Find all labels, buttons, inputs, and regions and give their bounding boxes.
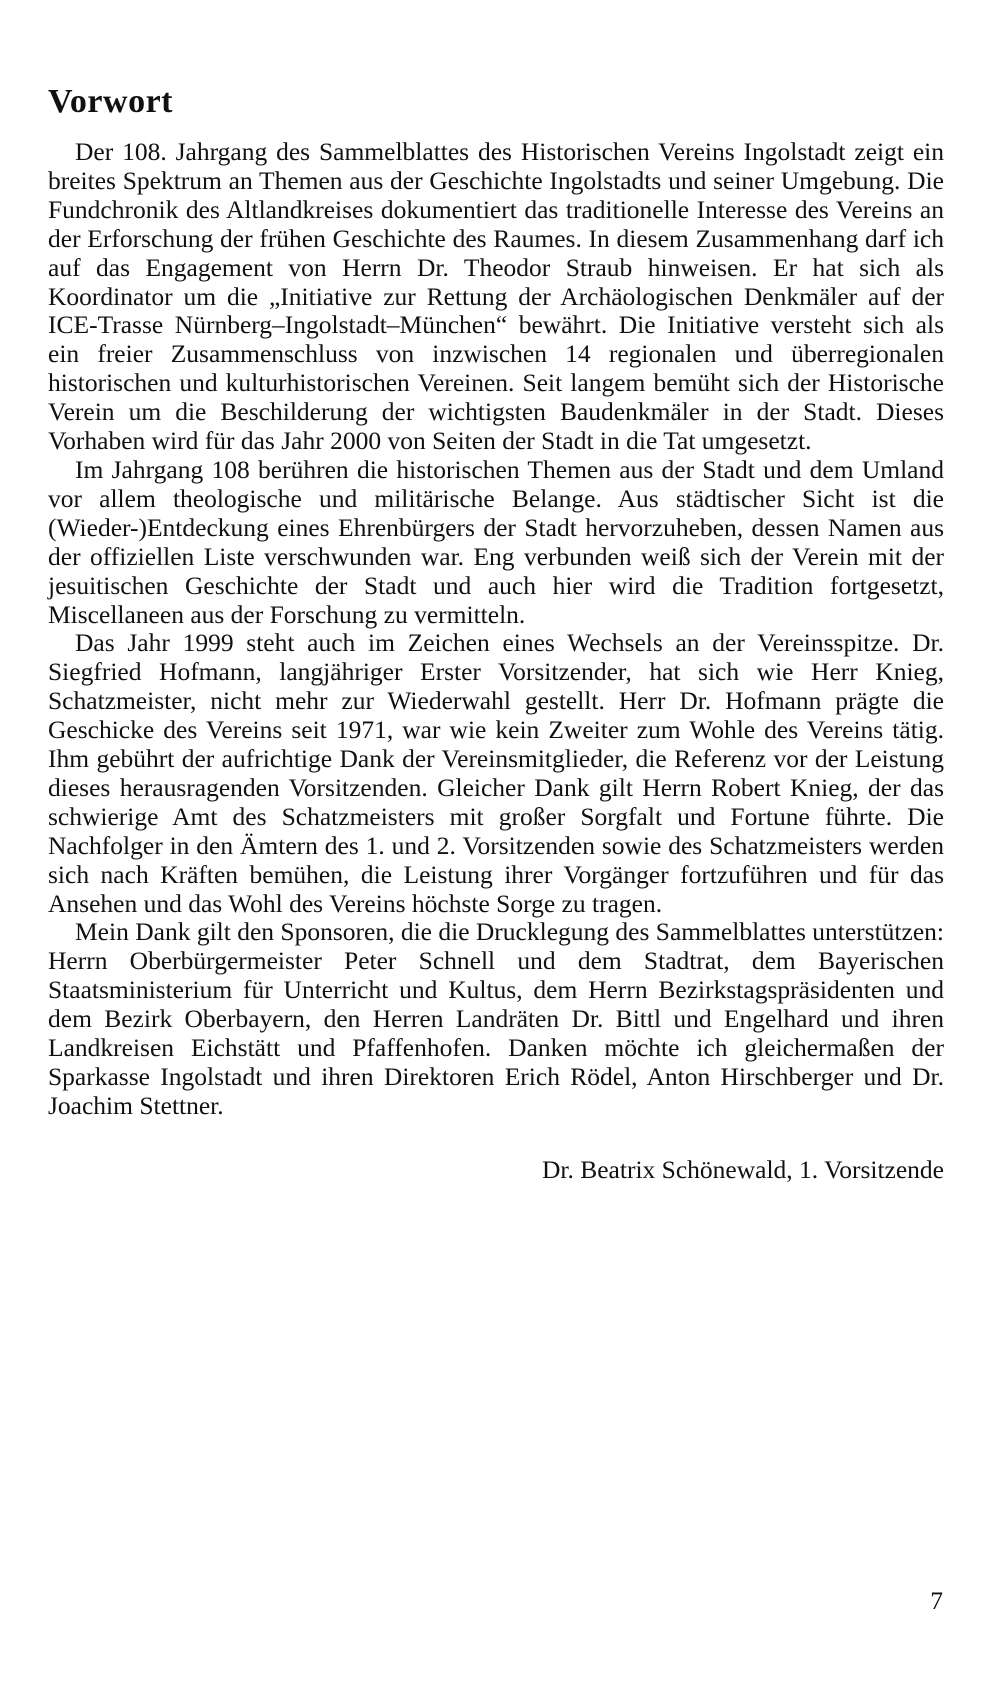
page-content xyxy=(48,82,944,1184)
paragraph-2: Im Jahrgang 108 berühren die historischen Themen aus der Stadt und dem Umland vor allem theologische und militärische Belange. Aus städtischer Sicht ist die (Wieder-)Entdeckung eines Ehrenbürgers der Stadt hervorzuheben, dessen Namen aus der offiziellen Liste verschwunden war. Eng verbunden weiß sich der Verein mit der jesuitischen Geschichte der Stadt und auch hier wird die Tradition fortgesetzt, Miscellaneen aus der Forschung zu vermitteln. xyxy=(48,454,944,629)
paragraph-4: Mein Dank gilt den Sponsoren, die die Drucklegung des Sammelblattes unterstützen: Herrn Oberbürgermeister Peter Schnell und dem Stadtrat, dem Bayerischen Staatsministerium für Unterricht und Kultus, dem Herrn Bezirkstagspräsidenten und dem Bezirk Oberbayern, den Herren Landräten Dr. Bittl und Engelhard und ihren Landkreisen Eichstätt und Pfaffenhofen. Danken möchte ich gleichermaßen der Sparkasse Ingolstadt und ihren Direktoren Erich Rödel, Anton Hirschberger und Dr. Joachim Stettner. xyxy=(48,917,944,1120)
page-title: Vorwort xyxy=(48,83,173,120)
paragraph-1: Der 108. Jahrgang des Sammelblattes des Historischen Vereins Ingolstadt zeigt ein breites Spektrum an Themen aus der Geschichte Ingolstadts und seiner Umgebung. Die Fundchronik des Altlandkreises dokumentiert das traditionelle Interesse des Vereins an der Erforschung der frühen Geschichte des Raumes. In diesem Zusammenhang darf ich auf das Engagement von Herrn Dr. Theodor Straub hinweisen. Er hat sich als Koordinator um die „Initiative zur Rettung der Archäologischen Denkmäler auf der ICE-Trasse Nürnberg–Ingolstadt–München“ bewährt. Die Initiative versteht sich als ein freier Zusammenschluss von inzwischen 14 regionalen und überregionalen historischen und kulturhistorischen Vereinen. Seit langem bemüht sich der Historische Verein um die Beschilderung der wichtigsten Baudenkmäler in der Stadt. Dieses Vorhaben wird für das Jahr 2000 von Seiten der Stadt in die Tat umgesetzt. xyxy=(48,137,944,456)
paragraph-3: Das Jahr 1999 steht auch im Zeichen eines Wechsels an der Vereinsspitze. Dr. Siegfried Hofmann, langjähriger Erster Vorsitzender, hat sich wie Herr Knieg, Schatzmeister, nicht mehr zur Wiederwahl gestellt. Herr Dr. Hofmann prägte die Geschicke des Vereins seit 1971, war wie kein Zweiter zum Wohle des Vereins tätig. Ihm gebührt der aufrichtige Dank der Vereinsmitglieder, die Referenz vor der Leistung dieses herausragenden Vorsitzenden. Gleicher Dank gilt Herrn Robert Knieg, der das schwierige Amt des Schatzmeisters mit großer Sorgfalt und Fortune führte. Die Nachfolger in den Ämtern des 1. und 2. Vorsitzenden sowie des Schatzmeisters werden sich nach Kräften bemühen, die Leistung ihrer Vorgänger fortzuführen und für das Ansehen und das Wohl des Vereins höchste Sorge zu tragen. xyxy=(48,628,944,918)
page-number: 7 xyxy=(930,1586,943,1615)
signature: Dr. Beatrix Schönewald, 1. Vorsitzende xyxy=(541,1154,944,1184)
